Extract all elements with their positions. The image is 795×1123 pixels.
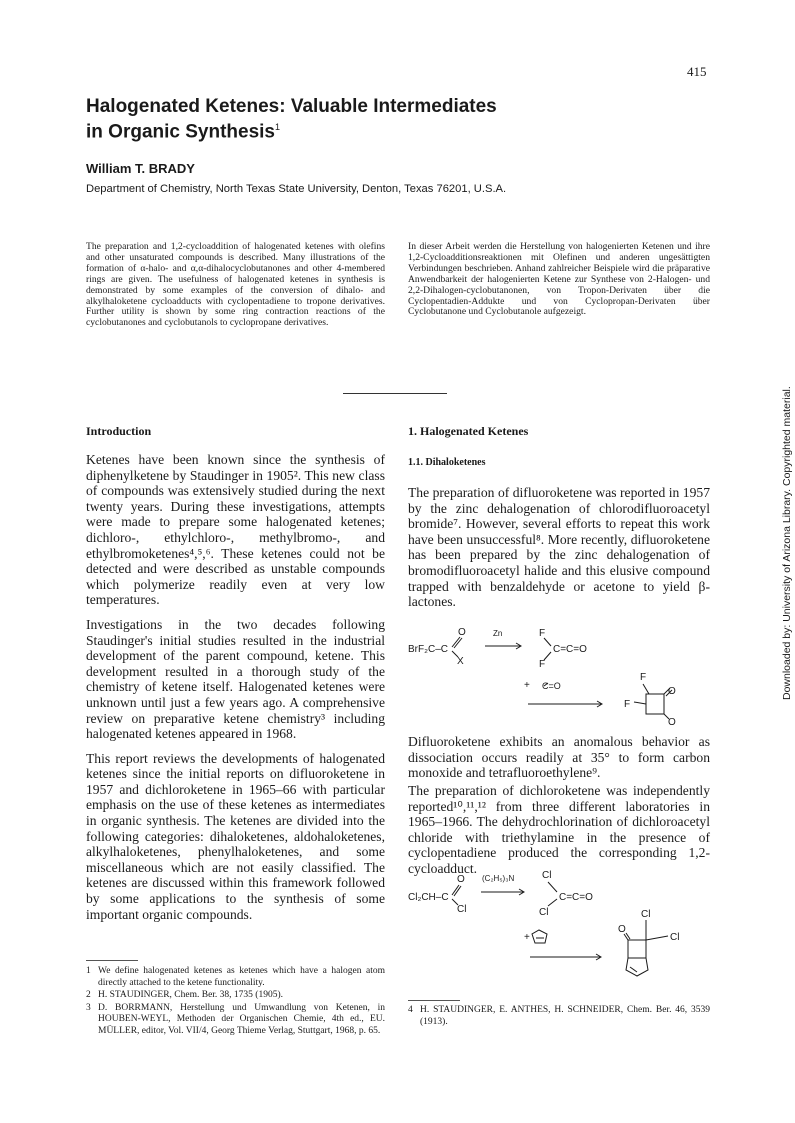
- scheme-reactant: Cl₂CH–C: [408, 892, 449, 903]
- scheme-reagent: (C₂H₅)₃N: [482, 874, 515, 883]
- scheme-atom: Cl: [670, 932, 680, 943]
- intro-paragraph-3: This report reviews the developments of halogenated ketenes since the initial reports on difluoroketene in 1957 and dichloroketene in 1965–66 with particular emphasis on the use of these ketenes as intermediates in organic synthesis. The ketenes are divided into the following categories: dihaloketenes, aldohaloketenes, alkylhaloketenes, phenylhaloketenes, and some miscellaneous which are not easily classified. The ketenes are discussed within this framework followed by some applications to the synthesis of some important organic compounds.: [86, 750, 385, 922]
- footnote-rule-left: [86, 960, 138, 961]
- scheme-atom: F: [539, 659, 546, 670]
- section-1-heading: 1. Halogenated Ketenes: [408, 424, 529, 438]
- download-watermark: Downloaded by: University of Arizona Library. Copyrighted material.: [781, 386, 793, 700]
- footnotes-left: [86, 966, 385, 1037]
- author: William T. BRADY: [86, 161, 195, 176]
- scheme-carbonyl: C=O: [542, 681, 561, 691]
- abstract-english: The preparation and 1,2-cycloaddition of halogenated ketenes with olefins and other unsaturated compounds is described. Many illustrations of the formation of α-halo- and α,α-dihalocyclobutanones and other 4-membered rings are given. The usefulness of halogenated ketenes in synthesis is demonstrated by some examples of the conversion of dihalo- and alkylhaloketene cycloadducts with cyclopentadiene to tropone derivatives. Further utility is shown by some ring contraction reactions of the cyclobutanones and cyclobutanols to cyclopropane derivatives.: [86, 241, 385, 329]
- scheme-atom: O: [457, 874, 465, 885]
- reaction-scheme-difluoroketene: [408, 622, 708, 730]
- scheme-reagent: Zn: [493, 629, 503, 638]
- scheme-atom: O: [668, 686, 676, 697]
- abstract-german: In dieser Arbeit werden die Herstellung von halogenierten Ketenen und ihre 1,2-Cycloadditionsreaktionen mit Olefinen und anderen ungesättigten Verbindungen beschrieben. Anhand zahlreicher Beispiele wird die präparative Anwendbarkeit der halogenierten Ketene zur Synthese von 2-Halogen- und 2,2-Dihalogen-cyclobutanonen, von Tropon-Derivaten über die Cyclopentadien-Addukte und von Cyclopropan-Derivaten über Cyclobutanone und Cyclobutanole aufgezeigt.: [408, 241, 710, 318]
- scheme-atom: Cl: [641, 909, 651, 920]
- introduction-body: [86, 452, 385, 931]
- title-line-1: Halogenated Ketenes: Valuable Intermediates: [86, 96, 497, 117]
- scheme-atom: F: [640, 672, 647, 683]
- reaction-scheme-dichloroketene: [408, 868, 708, 978]
- section-1-1-heading: 1.1. Dihaloketenes: [408, 457, 486, 468]
- scheme-ketene: C=C=O: [553, 644, 587, 655]
- section-1-1-paragraph-3: The preparation of dichloroketene was independently reported¹⁰,¹¹,¹² from three different laboratories in 1965–1966. The dehydrochlorination of dichloroacetyl chloride with triethylamine in the presence of cyclopentadiene produced the corresponding 1,2-cycloadduct.: [408, 783, 710, 876]
- scheme-plus: +: [524, 932, 530, 943]
- article-title: [86, 96, 606, 142]
- scheme-reactant: BrF₂C–C: [408, 644, 448, 655]
- section-1-1-paragraph-1: The preparation of difluoroketene was reported in 1957 by the zinc dehalogenation of chlorodifluoroacetyl bromide⁷. However, several efforts to repeat this work have been unsuccessful⁸. More recently, difluoroketene has been prepared by the zinc dehalogenation of bromodifluoroacetyl halide and this elusive compound trapped with benzaldehyde or acetone to yield β-lactones.: [408, 485, 710, 610]
- scheme-atom: X: [457, 656, 464, 667]
- footnote: 2 H. STAUDINGER, Chem. Ber. 38, 1735 (1905).: [86, 990, 284, 1000]
- scheme-atom: Cl: [539, 907, 549, 918]
- scheme-plus: +: [524, 680, 530, 691]
- scheme-atom: O: [668, 717, 676, 728]
- scheme-ketene: C=C=O: [559, 892, 593, 903]
- intro-paragraph-1: Ketenes have been known since the synthesis of diphenylketene by Staudinger in 1905². This new class of compounds was extensively studied during the next twenty years. During these investigations, attempts were made to prepare some halogenated ketenes; dichloro-, ethylchloro-, methylbromo-, and ethylbromoketenes⁴,⁵,⁶. These ketenes could not be detected and were described as unstable compounds which polymerize readily even at very low temperatures.: [86, 452, 385, 608]
- footnote-rule-right: [408, 1000, 460, 1001]
- scheme-atom: O: [618, 924, 626, 935]
- section-1-1-paragraph-2: Difluoroketene exhibits an anomalous behavior as dissociation occurs readily at 35° to form carbon monoxide and tetrafluoroethylene⁹.: [408, 734, 710, 781]
- scheme-atom: O: [458, 627, 466, 638]
- intro-paragraph-2: Investigations in the two decades following Staudinger's initial studies resulted in the industrial development of the parent compound, ketene. This development resulted in a thorough study of the chemistry of ketene itself. Halogenated ketenes were unknown until just a few years ago. A comprehensive review on preparative ketene chemistry³ including halogenated ketenes appeared in 1968.: [86, 616, 385, 742]
- affiliation: Department of Chemistry, North Texas State University, Denton, Texas 76201, U.S.A.: [86, 183, 507, 195]
- footnotes-right: [408, 1005, 710, 1028]
- section-divider: [343, 393, 447, 394]
- introduction-heading: Introduction: [86, 424, 152, 438]
- title-line-2: in Organic Synthesis: [86, 121, 275, 143]
- scheme-atom: F: [539, 628, 546, 639]
- page-number: 415: [687, 64, 707, 79]
- scheme-atom: Cl: [542, 870, 552, 881]
- footnote: 1 We define halogenated ketenes as ketenes which have a halogen atom directly attached to the ketene functionality.: [86, 966, 385, 988]
- title-footnote-mark: 1: [275, 122, 281, 132]
- footnote: 3 D. BORRMANN, Herstellung und Umwandlung von Ketenen, in HOUBEN-WEYL, Methoden der Organischen Chemie, 4th ed., EU. MÜLLER, editor, Vol. VII/4, Georg Thieme Verlag, Stuttgart, 1968, p. 65.: [86, 1002, 385, 1036]
- scheme-atom: F: [624, 699, 631, 710]
- scheme-atom: Cl: [457, 904, 467, 915]
- footnote: 4 H. STAUDINGER, E. ANTHES, H. SCHNEIDER, Chem. Ber. 46, 3539 (1913).: [408, 1005, 710, 1027]
